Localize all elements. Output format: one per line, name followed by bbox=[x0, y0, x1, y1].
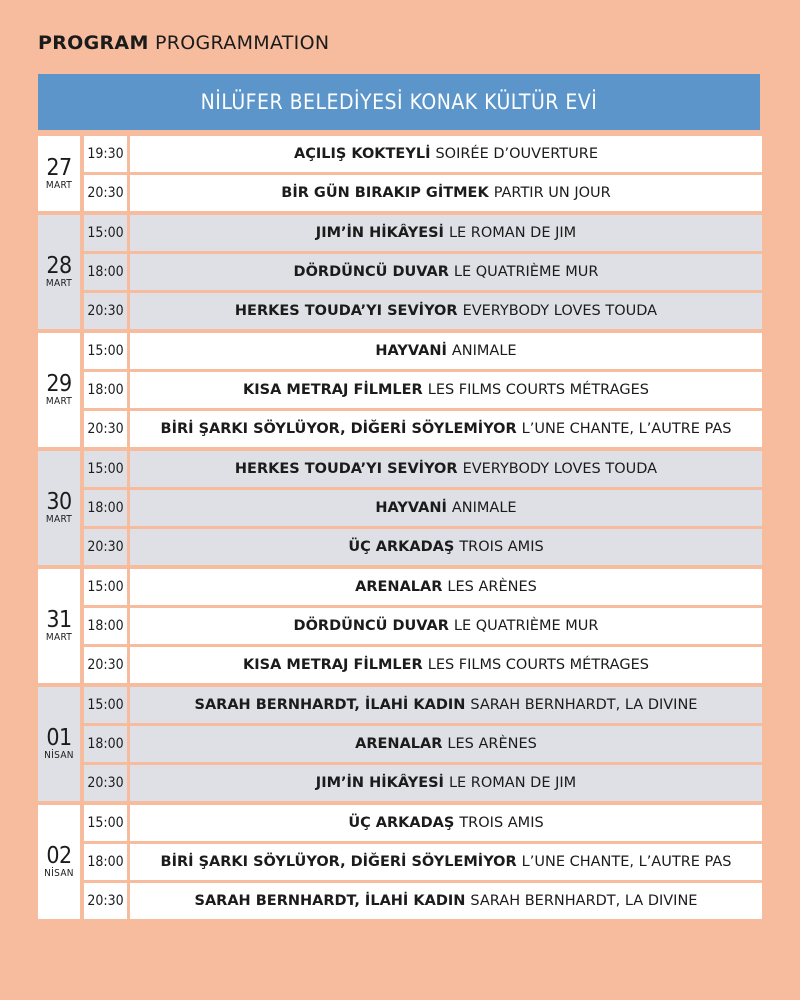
event-title-turkish: BİRİ ŞARKI SÖYLÜYOR, DİĞERİ SÖYLEMİYOR bbox=[160, 421, 517, 437]
event-row bbox=[84, 687, 762, 723]
event-title-turkish: HERKES TOUDA’YI SEVİYOR bbox=[234, 461, 458, 477]
event-rows bbox=[84, 136, 762, 211]
date-month: NİSAN bbox=[44, 868, 74, 879]
page-title-bold: PROGRAM bbox=[38, 32, 149, 54]
event-rows bbox=[84, 333, 762, 447]
event-title-french: TROIS AMIS bbox=[459, 815, 544, 831]
event-title-turkish: DÖRDÜNCÜ DUVAR bbox=[293, 264, 449, 280]
page-title-rest: PROGRAMMATION bbox=[155, 32, 330, 54]
event-time: 15:00 bbox=[84, 687, 127, 723]
event-row bbox=[84, 883, 762, 919]
event-title-french: LES ARÈNES bbox=[447, 736, 537, 752]
day-block bbox=[38, 569, 762, 683]
event-title-turkish: KISA METRAJ FİLMLER bbox=[243, 657, 423, 673]
event-title bbox=[130, 372, 762, 408]
event-title bbox=[130, 136, 762, 172]
date-day: 27 bbox=[46, 154, 72, 181]
event-row bbox=[84, 647, 762, 683]
event-title-french: LE ROMAN DE JIM bbox=[448, 775, 577, 791]
day-block bbox=[38, 687, 762, 801]
day-block bbox=[38, 215, 762, 329]
event-rows bbox=[84, 451, 762, 565]
date-day: 31 bbox=[46, 607, 72, 633]
event-row bbox=[84, 844, 762, 880]
event-row bbox=[84, 569, 762, 605]
event-row bbox=[84, 805, 762, 841]
event-row bbox=[84, 136, 762, 172]
event-title-turkish: ÜÇ ARKADAŞ bbox=[348, 815, 455, 831]
event-title bbox=[130, 805, 762, 841]
date-cell bbox=[38, 451, 80, 565]
event-title bbox=[130, 765, 762, 801]
date-cell bbox=[38, 805, 80, 919]
event-time: 20:30 bbox=[84, 293, 127, 329]
event-row bbox=[84, 608, 762, 644]
event-time: 15:00 bbox=[84, 569, 127, 605]
event-title-french: PARTIR UN JOUR bbox=[493, 185, 611, 201]
date-cell bbox=[38, 569, 80, 683]
date-day: 02 bbox=[46, 843, 72, 869]
date-cell bbox=[38, 136, 80, 211]
event-title-french: ANIMALE bbox=[451, 500, 517, 516]
event-title-turkish: SARAH BERNHARDT, İLAHİ KADIN bbox=[194, 697, 466, 713]
event-title-turkish: HERKES TOUDA’YI SEVİYOR bbox=[234, 303, 458, 319]
event-title-turkish: SARAH BERNHARDT, İLAHİ KADIN bbox=[194, 893, 466, 909]
event-row bbox=[84, 372, 762, 408]
event-title-turkish: AÇILIŞ KOKTEYLİ bbox=[294, 146, 431, 162]
event-time: 20:30 bbox=[84, 411, 127, 447]
date-cell bbox=[38, 333, 80, 447]
date-cell bbox=[38, 215, 80, 329]
day-block bbox=[38, 805, 762, 919]
event-title-turkish: DÖRDÜNCÜ DUVAR bbox=[293, 618, 449, 634]
event-title bbox=[130, 175, 762, 211]
date-month: MART bbox=[45, 179, 73, 191]
event-title-turkish: BİR GÜN BIRAKIP GİTMEK bbox=[281, 185, 489, 201]
event-title bbox=[130, 215, 762, 251]
date-cell bbox=[38, 687, 80, 801]
schedule-table bbox=[38, 136, 762, 923]
event-title-french: LE QUATRIÈME MUR bbox=[453, 264, 599, 280]
event-row bbox=[84, 333, 762, 369]
event-title-turkish: ÜÇ ARKADAŞ bbox=[348, 539, 455, 555]
event-title-turkish: HAYVANİ bbox=[375, 343, 447, 359]
event-rows bbox=[84, 215, 762, 329]
event-title-turkish: ARENALAR bbox=[355, 579, 443, 595]
event-title bbox=[130, 490, 762, 526]
event-title-french: EVERYBODY LOVES TOUDA bbox=[462, 303, 658, 319]
event-row bbox=[84, 175, 762, 211]
day-block bbox=[38, 451, 762, 565]
event-title-french: ANIMALE bbox=[451, 343, 517, 359]
event-title bbox=[130, 608, 762, 644]
event-row bbox=[84, 411, 762, 447]
event-title bbox=[130, 411, 762, 447]
date-day: 29 bbox=[46, 371, 72, 397]
event-title bbox=[130, 687, 762, 723]
event-time: 20:30 bbox=[84, 883, 127, 919]
event-title bbox=[130, 726, 762, 762]
page-title bbox=[38, 32, 329, 54]
event-time: 15:00 bbox=[84, 805, 127, 841]
event-row bbox=[84, 254, 762, 290]
event-row bbox=[84, 529, 762, 565]
event-row bbox=[84, 451, 762, 487]
date-day: 28 bbox=[46, 253, 72, 279]
date-day: 30 bbox=[46, 489, 72, 515]
event-title-french: SARAH BERNHARDT, LA DIVINE bbox=[470, 697, 698, 713]
date-month: MART bbox=[45, 632, 73, 643]
event-title bbox=[130, 254, 762, 290]
event-title-french: L’UNE CHANTE, L’AUTRE PAS bbox=[521, 854, 732, 870]
date-day: 01 bbox=[46, 725, 72, 751]
event-title-turkish: BİRİ ŞARKI SÖYLÜYOR, DİĞERİ SÖYLEMİYOR bbox=[160, 854, 517, 870]
event-title-french: L’UNE CHANTE, L’AUTRE PAS bbox=[521, 421, 732, 437]
event-row bbox=[84, 490, 762, 526]
event-title-french: LES FILMS COURTS MÉTRAGES bbox=[427, 657, 649, 673]
event-title bbox=[130, 647, 762, 683]
event-rows bbox=[84, 805, 762, 919]
venue-banner: NİLÜFER BELEDİYESİ KONAK KÜLTÜR EVİ bbox=[38, 74, 760, 130]
event-row bbox=[84, 765, 762, 801]
event-time: 20:30 bbox=[84, 175, 127, 211]
event-time: 20:30 bbox=[84, 647, 127, 683]
event-title bbox=[130, 529, 762, 565]
event-title bbox=[130, 451, 762, 487]
event-time: 19:30 bbox=[84, 136, 127, 172]
event-title-french: LES FILMS COURTS MÉTRAGES bbox=[427, 382, 649, 398]
event-time: 18:00 bbox=[84, 372, 127, 408]
event-title-french: SOIRÉE D’OUVERTURE bbox=[435, 146, 598, 162]
event-time: 20:30 bbox=[84, 529, 127, 565]
date-month: MART bbox=[45, 514, 73, 525]
event-time: 18:00 bbox=[84, 844, 127, 880]
event-time: 15:00 bbox=[84, 215, 127, 251]
event-title-turkish: HAYVANİ bbox=[375, 500, 447, 516]
event-row bbox=[84, 293, 762, 329]
date-month: MART bbox=[45, 396, 73, 407]
day-block bbox=[38, 136, 762, 211]
event-title-french: TROIS AMIS bbox=[459, 539, 544, 555]
event-title bbox=[130, 844, 762, 880]
event-time: 18:00 bbox=[84, 608, 127, 644]
event-time: 18:00 bbox=[84, 490, 127, 526]
event-time: 15:00 bbox=[84, 451, 127, 487]
event-time: 20:30 bbox=[84, 765, 127, 801]
event-title-french: SARAH BERNHARDT, LA DIVINE bbox=[470, 893, 698, 909]
event-title-french: LES ARÈNES bbox=[447, 579, 537, 595]
event-title-french: LE ROMAN DE JIM bbox=[448, 225, 577, 241]
event-title-turkish: JIM’İN HİKÂYESİ bbox=[315, 775, 444, 791]
event-row bbox=[84, 215, 762, 251]
event-time: 15:00 bbox=[84, 333, 127, 369]
event-rows bbox=[84, 569, 762, 683]
event-title bbox=[130, 569, 762, 605]
date-month: MART bbox=[45, 278, 73, 289]
event-title-french: LE QUATRIÈME MUR bbox=[453, 618, 599, 634]
event-time: 18:00 bbox=[84, 254, 127, 290]
event-rows bbox=[84, 687, 762, 801]
event-title bbox=[130, 333, 762, 369]
event-title-french: EVERYBODY LOVES TOUDA bbox=[462, 461, 658, 477]
event-row bbox=[84, 726, 762, 762]
day-block bbox=[38, 333, 762, 447]
date-month: NİSAN bbox=[44, 750, 74, 761]
event-title bbox=[130, 883, 762, 919]
event-title-turkish: JIM’İN HİKÂYESİ bbox=[315, 225, 444, 241]
event-title bbox=[130, 293, 762, 329]
event-title-turkish: KISA METRAJ FİLMLER bbox=[243, 382, 423, 398]
event-time: 18:00 bbox=[84, 726, 127, 762]
event-title-turkish: ARENALAR bbox=[355, 736, 443, 752]
